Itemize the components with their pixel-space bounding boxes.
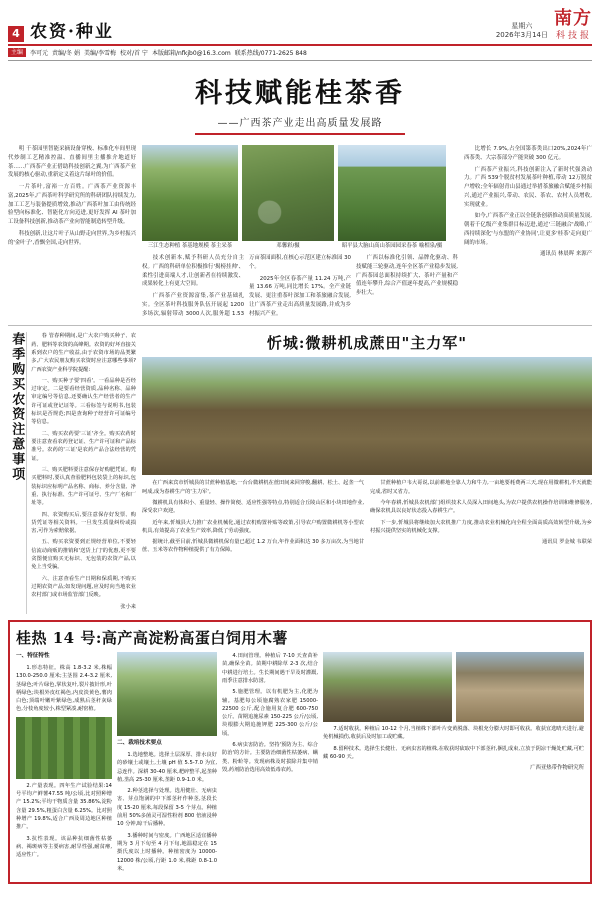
paragraph: 近年来,忻城县大力推广农业机械化,通过农机购置补贴等政策,引导农户购置微耕机等小型农机具,有效提高了农业生产效率,降低了劳动强度。 [142,519,364,534]
photo-caption: 昭平县大脑山高山茶园园采春茶 喻相泉/摄 [341,243,443,249]
paragraph: 五、购买农资要到正规经营单位,不要轻信流动商贩的推销和'送货上门'的优惠,更不要贪图便宜购买无标识、无包装的农资产品,以免上当受骗。 [31,539,136,571]
photo-row [142,145,458,250]
paragraph: 科技创新,让这片叶子从山野走向世界,为乡村振兴的'金叶子',香飘全国,走向世界。 [8,230,136,246]
paragraph: 一片茶叶,富裕一方百姓。广西茶产业资源丰富,2025年,广西茶叶科学研究所的科研团队持续发力,加工工艺与装备提质增效,推动广西茶叶加工由传统经验型向标准化、智能化方向迈进,更好发挥 AI 茶叶加工设备科技创新,推动茶产业向智能制造转型升级。 [8,184,136,225]
lead-article-right-column [464,145,592,318]
paragraph: 今年春耕,忻城县农机部门组织技术人员深入田间地头,为农户提供农机操作培训和维修服务,确保农机具以良好状态投入春耕生产。 [370,499,592,515]
paragraph: 三、购买肥料要注意保存好购肥凭证。购买肥料时,要认真查验肥料包装袋上的标识,包装标识应标明产品名称、商标、养分含量、净重、执行标准、生产许可证号、生产厂名和厂址等。 [31,466,136,507]
cassava-tuber-photo [456,652,585,722]
paragraph: 微耕机具有体积小、重量轻、操作简便、适应性强等特点,特别适合丘陵山区和小块田地作业,深受农户欢迎。 [142,499,364,515]
paragraph: 2025年全区春茶产量 11.24 万吨,产量 13.66 万吨,同比增长 17%。全产业链发展、更注重茶叶深加工和茶旅融合发展,让广西茶产业走出高质量发展路,并成为乡村振兴产业。 [249,275,351,317]
featured-col-3 [222,652,318,876]
credit-item: 校对/首 宁 [120,50,148,57]
middle-article-col-left [142,479,364,558]
paragraph: 比增长 7.9%,占全国第茶类出口20%,2024年广西茶类、大宗茶部分产能突破 300 亿元。 [464,146,592,161]
tea-machine-photo [242,145,334,241]
photo-caption: 三江生态种植 茶基地规模 茶主采茶 [147,243,233,249]
section-title: 农资·种业 [30,22,114,42]
middle-article-title: 忻城:微耕机成蔗田"主力军" [266,334,468,353]
page-title: 科技赋能桂茶香 [195,78,405,109]
cassava-field-photo [16,717,112,779]
date: 2026年3月14日 [495,30,548,39]
sidebar-article [8,332,136,614]
paragraph: 2.种茎选择与处理。选用健壮、无病虫害、芽点饱满的中下部茎秆作种茎,茎段长度 15-20 厘米,每段保留 3-5 个芽点。种植前用 50%多菌灵可湿性粉剂 800 倍液浸种 10 分钟,晾干后播种。 [117,788,217,828]
photo-caption: 邓馨彩/摄 [276,243,300,249]
paragraph: 1.形态特征。株高 1.8-3.2 米,株幅 130.0-250.0 厘米;主茎围 2.4-3.2 厘米,茎绿色;叶片绿色,掌状复叶,裂片披针形,叶柄绿色;块根外皮红褐色,内皮淡黄色,薯肉白色;顶端叶嫩叶紫绿色,成熟后茎秆灰绿色,分枝角度较小,株型紧凑,耐密植。 [16,664,112,713]
sidebar-title: 春季购买农资注意事项 [8,332,27,614]
featured-col-2 [117,652,217,876]
paragraph: 8.留种技术。选择生长健壮、无病虫害的植株,在收获时砍取中下部茎秆,捆扎成束,立放于阴凉干燥处贮藏,可贮藏 60-90 天。 [323,745,584,760]
paragraph: 7.适时收获。种植后 10-12 个月,当植株下部叶片变黄脱落、块根充分膨大时即可收获。收获宜选晴天进行,避免机械损伤,收获后及时加工或贮藏。 [323,725,584,741]
page-subtitle: ——广西茶产业走出高质量发展路 [217,118,383,129]
paragraph: 2.产量表现。四年生产试验结果:14 号平均产鲜薯47.55 吨/公顷,比对照种增产 15.2%;平均干物质含量 35.86%,淀粉含量 29.5%,粗蛋白含量 6.25%。比对照种增产 19.8%,适合广西及周边地区种植推广。 [16,782,112,831]
paragraph: 六、注意查看生产日期和保质期,不购买过期农资产品;如发现问题,应及时向当地农业农村部门或市场监管部门反映。 [31,575,136,599]
paragraph: 下一步,忻城县将继续加大农机推广力度,推动农业机械化向全程全面高质高效转型升级,为乡村振兴提供坚实的机械化支撑。 [370,519,592,534]
weekday: 星期六 [511,21,533,30]
middle-article [142,332,592,614]
subsection-heading: 一、特征特性 [16,652,50,659]
top-section [8,145,592,318]
middle-section [8,325,592,614]
paragraph: 如今,广西茶产业正以全链条创新推动高质量发展,朝着千亿级产业集群目标迈进,通过'三链融合'战略,广西持续深化'与东盟的产业协同',让更多'桂茶'走向更广阔的市场。 [464,213,592,246]
paragraph: 6.病虫害防治。坚持'预防为主、综合防治'的方针。主要防治细菌性枯萎病、螨类、粉蚧等。发现病株及时拔除并集中销毁,药剂防治选用高效低毒农药。 [222,742,318,774]
paragraph: 4.田间管理。种植后 7-10 天查苗补苗,确保全苗。苗期中耕除草 2-3 次,结合中耕进行培土。生长期间遇干旱及时灌溉,雨季注意排水防涝。 [222,652,318,684]
paragraph: 据统计,截至目前,忻城县微耕机保有量已超过 1.2 万台,年作业面积达 30 多万亩次,为当地甘蔗、玉米等农作物种植提供了有力保障。 [142,539,364,554]
publication-date [496,22,548,42]
credit-item: 李可元 [30,50,49,57]
tea-picking-photo [142,145,238,241]
featured-article-title: 桂热 14 号:高产高淀粉高蛋白饲用木薯 [16,628,288,647]
paragraph: 二、购买农药要'三证'齐全。购买农药时要注意查看农药登记证、生产许可证和产品标准号。农药的'三证'是农药产品合法经营的凭证。 [31,430,136,462]
logo-main-text: 南方 [554,8,592,29]
farmer-plowing-photo [142,357,592,475]
subsection-heading: 二、栽培技术要点 [117,739,162,746]
featured-article-sign: 广西亚热带作物研究所 [530,765,584,772]
credit-item: 美编/李雪梅 [83,50,116,57]
paragraph: 3.播种时间与密度。广西地区适宜播种期为 3 月下旬至 4 月下旬,地温稳定在 15 摄氏度以上时播种。种植密度为 10000-12000 株/公顷,行距 1.0 米,株距 0.8-1.0 米。 [117,832,217,872]
featured-col-1 [16,652,112,876]
credit-bar [8,46,592,61]
newspaper-logo [554,4,592,42]
cassava-plant-photo [323,652,452,722]
paragraph: 技术创新本,赋予科研人员充分自主权。广西的科研单位积极推行'揭榜挂帅'、柔性引进高端人才,让创新者在持续激发、成果转化上有更大空间。 [142,255,244,288]
paragraph: 广西茶产业资源富集,茶产业基础扎实。全区茶叶科技服务队伍开展起 1200 多场次,辐射带动 3000人次,服务超 1.53 万亩茶园面积,在核心示范区建立标准园 30 个。 [142,255,351,317]
featured-article-body [16,652,584,876]
page-number: 4 [8,26,24,42]
masthead [8,0,592,46]
featured-col-4 [323,652,584,876]
middle-article-sign: 通讯员 罗金城 韦联荣 [542,539,592,546]
photo-block-text [142,254,458,318]
cassava-harvest-photo [117,652,217,736]
logo-sub-text: 科技报 [555,31,592,41]
paragraph: 甘蔗种植户韦大哥说,以前耕地全靠人力和牛力,一亩地要耗费两三天,现在用微耕机,半天就能完成,省时又省力。 [370,480,592,495]
photo-block [142,145,458,318]
sidebar-sign: 张小来 [120,603,136,610]
paragraph: 3.抗性表现。该品种抗细菌性枯萎病、褐斑病等主要病害,耐旱性强,耐贫瘠,适应性广。 [16,835,112,859]
credit-tag: 主编 [8,48,26,57]
paragraph: 广西以标准化引领、品牌化驱动、科技赋能三轮驱动,连年全区茶产业稳步发展,广西茶园总面积持续扩大、茶叶产量和产值连年攀升,综合产值逐年提高,产业规模稳步壮大。 [356,255,458,297]
credit-item: 责编/冬 娟 [52,50,80,57]
tea-hill-photo [338,145,446,241]
sidebar-body [31,332,136,611]
paragraph: 在广西来宾市忻城县的甘蔗种植基地,一台台微耕机在蔗田间来回穿梭,翻耕、松土、起垄一气呵成,成为春耕生产的'主力军'。 [142,480,364,495]
byline: 通讯员 林晨晖 来源产 [540,251,592,258]
paragraph: 四、农资购买后,要注意保存好发票、购货凭证等相关资料。一旦发生质量纠纷或损害,可作为索赔依据。 [31,511,136,535]
title-rule [195,133,405,135]
paragraph: 一、购买种子要'四看'。一看品种是否经过审定。二是要看经营资质,品种名称、品种审定编号等信息,还要确认生产经营者的生产许可证或登记证等。三看标签与说明书,包装标识是否规范;四是查询种子经营许可证编号等信息。 [31,377,136,426]
featured-article-box [8,620,592,884]
paragraph: 春 管春种期间,是广大农户购买种子、农药、肥料等农资的高峰期。农资的好坏直接关系到农户的生产收益,由于农资市场的品类繁多,广大农民朋友购买农资时应注意哪些事项?广西农资产业科学院提醒: [31,333,136,373]
middle-article-col-right [370,479,592,558]
paragraph: 1.选地整地。选择土层深厚、排水良好的砂壤土或壤土,土壤 pH 值 5.5-7.0 为宜,忌连作。深耕 30-40 厘米,耙碎整平,起垄种植,垄高 25-30 厘米,垄距 0.9-1.0 米。 [117,751,217,783]
paragraph: 明 千茶园里智能采摘设备穿梭、标准化车间里现代炒制工艺精准控温、直播间里主播推介地道好茶……广西茶产业正借助科技创新之翼,为广西茶产业发展的核心驱动,重新定义着这片绿叶的价值。 [8,146,136,179]
lead-article-column [8,145,136,318]
paragraph: 5.施肥管理。以有机肥为主,化肥为辅。基肥每公顷施腐熟农家肥 15000-22500 公斤,配合施用复合肥 600-750 公斤。苗期追施尿素 150-225 公斤/公顷,块根膨大期追施钾肥 225-300 公斤/公顷。 [222,689,318,737]
credit-item: 联系热线/0771-2625 848 [234,50,307,57]
credit-item: 本版邮箱/nfkjb0@16.3.com [151,50,231,57]
paragraph: 广西茶产业振兴,科技创新注入了新时代强劲动力。广西 539个脱贫村发展茶叶种植,带动 12万脱贫户增收;全年辐射青山县通过举措茶旅融合赋能乡村振兴,通过产业振兴,带动、农民、茶农、农村人员增收,实现就业。 [464,166,592,208]
headline-block [8,61,592,137]
